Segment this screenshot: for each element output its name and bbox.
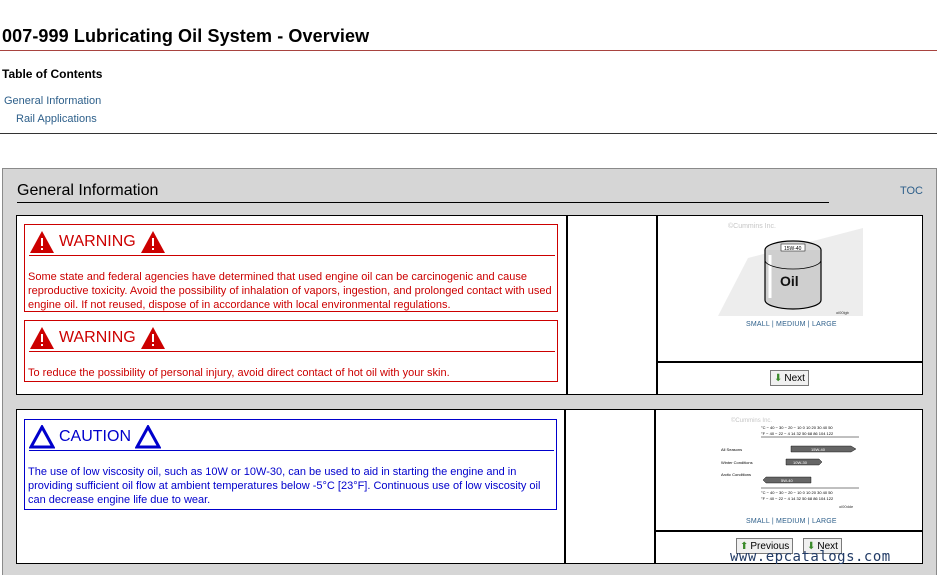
toc-back-link[interactable]: TOC (899, 185, 923, 197)
toc-heading: Table of Contents (2, 67, 103, 81)
bar-label: 10W-30 (793, 460, 807, 465)
figure-size-links (746, 321, 837, 328)
row-label: Arctic Conditions (721, 472, 752, 477)
temp-scale-f: °F − 40 − 22 − 4 14 32 50 68 86 104 122 (761, 431, 834, 436)
small-size-link[interactable]: SMALL (746, 518, 770, 525)
size-separator: | (771, 321, 774, 328)
size-separator: | (771, 518, 774, 525)
large-size-link[interactable]: LARGE (811, 518, 837, 525)
title-divider (0, 50, 937, 51)
section-title-rule (17, 202, 829, 203)
warning-label: WARNING (59, 233, 136, 250)
can-oil-text: Oil (780, 273, 799, 289)
size-separator: | (807, 321, 810, 328)
next-label: Next (817, 540, 838, 552)
warning-box (24, 320, 558, 382)
caution-triangle-icon (29, 425, 55, 449)
caution-triangle-icon (135, 425, 161, 449)
general-information-section (2, 168, 937, 575)
figure-panel-oil-can (657, 215, 923, 362)
previous-label: Previous (750, 540, 790, 552)
oil-can-figure (718, 218, 868, 318)
figure-ref: oi00lgb (836, 310, 849, 315)
toc-link-rail-applications[interactable]: Rail Applications (16, 113, 97, 125)
toc-link-general-information[interactable]: General Information (4, 95, 102, 107)
row-label: All Seasons (721, 447, 743, 452)
page-title: 007-999 Lubricating Oil System - Overview (2, 26, 370, 46)
caution-text: The use of low viscosity oil, such as 10W or 10W-30, can be used to aid in starting the engine and in providing sufficient oil flow at ambient temperatures below -5°C [23°F]. Continuous use of low viscosity oil can decrease engine life due to wear. (28, 466, 541, 506)
warning-triangle-icon (29, 326, 55, 350)
warning-triangle-icon (29, 230, 55, 254)
figure-nav-panel (657, 362, 923, 395)
warning-header (29, 325, 166, 351)
caution-header (29, 424, 161, 450)
up-arrow-icon: ⬆ (740, 540, 749, 552)
warning-text: Some state and federal agencies have determined that used engine oil can be carcinogenic and cause reproductive toxicity. Avoid the possibility of inhalation of vapors, ingestion, and prolonged contact with used engine oil. If not reused, dispose of in accordance with local environmental regulations. (28, 271, 552, 311)
toc-divider (0, 133, 937, 134)
warnings-panel (16, 215, 567, 395)
warning-box (24, 224, 558, 312)
medium-size-link[interactable]: MEDIUM (776, 518, 806, 525)
caution-header-rule (29, 450, 554, 451)
viscosity-chart-figure (711, 414, 871, 512)
down-arrow-icon: ⬇ (774, 372, 783, 384)
warning-header-rule (29, 255, 555, 256)
temp-scale-c: °C − 40 − 30 − 20 − 10 0 10 20 30 40 50 (761, 490, 833, 495)
caution-box (24, 419, 557, 510)
warning-header (29, 229, 166, 255)
can-label: 15W-40 (784, 246, 802, 252)
warning-header-rule (29, 351, 555, 352)
figure-panel-viscosity-chart (655, 409, 923, 531)
warning-text: To reduce the possibility of personal injury, avoid direct contact of hot oil with your skin. (28, 367, 450, 379)
size-separator: | (807, 518, 810, 525)
figure-copyright: ©Cummins Inc. (728, 223, 776, 230)
temp-scale-f: °F − 40 − 22 − 4 14 32 50 68 86 104 122 (761, 496, 834, 501)
down-arrow-icon: ⬇ (807, 540, 816, 552)
caution-label: CAUTION (59, 428, 131, 445)
bar-label: 5W-40 (781, 478, 793, 483)
warning-triangle-icon (140, 326, 166, 350)
row-label: Winter Conditions (721, 460, 753, 465)
temp-scale-c: °C − 40 − 30 − 20 − 10 0 10 20 30 40 50 (761, 425, 833, 430)
warning-triangle-icon (140, 230, 166, 254)
caution-panel (16, 409, 565, 564)
blank-cell (567, 215, 657, 395)
figure-size-links (746, 518, 837, 525)
next-label: Next (784, 372, 805, 384)
bar-label: 15W-40 (811, 447, 825, 452)
large-size-link[interactable]: LARGE (811, 321, 837, 328)
watermark: www.epcatalogs.com (730, 549, 891, 565)
next-button[interactable] (770, 370, 809, 386)
figure-ref: oi00dde (839, 504, 854, 509)
figure-copyright: ©Cummins Inc. (731, 418, 773, 424)
small-size-link[interactable]: SMALL (746, 321, 770, 328)
medium-size-link[interactable]: MEDIUM (776, 321, 806, 328)
warning-label: WARNING (59, 329, 136, 346)
section-title: General Information (17, 182, 159, 199)
blank-cell (565, 409, 655, 564)
